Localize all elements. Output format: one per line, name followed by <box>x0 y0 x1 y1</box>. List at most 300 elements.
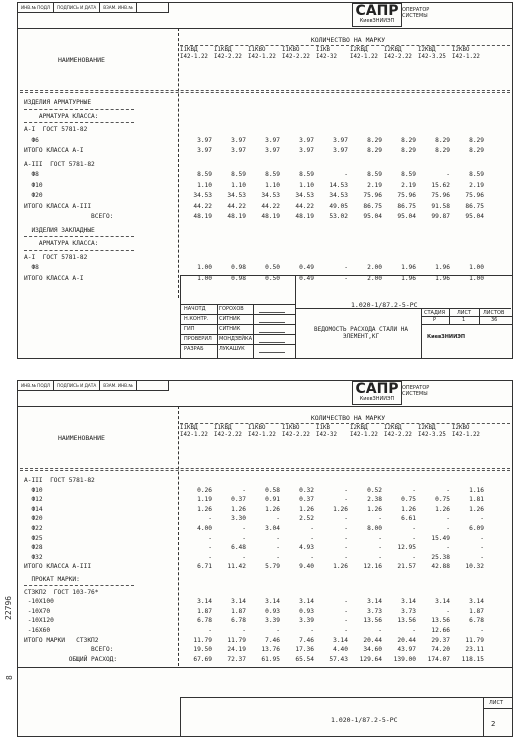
column-header-series: I42-2.22 <box>384 431 412 438</box>
table-cell: - <box>276 544 280 552</box>
table-cell: - <box>344 264 348 271</box>
table-cell: 49.05 <box>329 202 348 210</box>
column-header <box>214 425 242 439</box>
rule <box>180 45 510 46</box>
table-cell: - <box>412 553 416 561</box>
table-cell: 1.87 <box>469 607 484 615</box>
table-cell: 0.49 <box>299 264 314 271</box>
column-header <box>384 47 412 61</box>
table-cell: 3.39 <box>265 617 280 625</box>
name-header: НАИМЕНОВАНИЕ <box>58 434 105 442</box>
table-cell: 8.29 <box>435 147 450 154</box>
table-cell: 11.79 <box>227 636 246 644</box>
table-cell: - <box>480 553 484 561</box>
column-header <box>452 425 480 439</box>
table-cell: - <box>208 627 212 634</box>
table-cell: - <box>378 534 382 542</box>
rule <box>18 406 512 407</box>
column-header <box>384 425 412 439</box>
table-cell: - <box>242 534 246 542</box>
table-cell: 1.10 <box>299 181 314 189</box>
table-cell: 3.14 <box>299 598 314 606</box>
table-cell: 4.40 <box>333 646 348 654</box>
table-cell: 3.14 <box>333 636 348 644</box>
table-cell: 1.96 <box>401 264 416 271</box>
table-cell: 48.19 <box>261 213 280 220</box>
operator-line-1: ОПЕРАТОР <box>402 385 430 391</box>
table-cell: 12.16 <box>363 563 382 571</box>
list-label: ЛИСТ <box>457 310 472 316</box>
row-label: ИТОГО МАРКИ СТЗКП2 <box>24 636 99 644</box>
table-cell: 3.04 <box>265 525 280 532</box>
table-cell: 34.53 <box>227 192 246 199</box>
document-code: 1.020-1/87.2-5-PC <box>331 716 398 724</box>
table-cell: 2.00 <box>367 264 382 271</box>
rule <box>181 314 295 315</box>
signature-name: ГОРОХОВ <box>219 306 244 312</box>
column-header-mark: I2КВД <box>350 47 368 53</box>
table-cell: - <box>446 525 450 532</box>
column-header-mark: I2КВД <box>418 425 436 431</box>
table-cell: 44.22 <box>261 202 280 210</box>
sapr-title: САПР <box>355 381 399 397</box>
podpis-label: ПОДПИСЬ И ДАТА <box>54 3 100 12</box>
table-cell: 48.19 <box>227 213 246 220</box>
section-label: А-III ГОСТ 5781-82 <box>24 477 95 484</box>
table-cell: 1.16 <box>469 486 484 494</box>
name-column-separator <box>178 406 179 666</box>
table-cell: 95.04 <box>397 213 416 220</box>
table-cell: 20.44 <box>397 636 416 644</box>
column-header-series: I42-3.25 <box>418 53 446 60</box>
archive-mark: 8 <box>5 675 14 680</box>
column-header-mark: I2КВД <box>418 47 436 53</box>
stadia-value: Р <box>433 317 437 323</box>
table-cell: 29.37 <box>431 636 450 644</box>
table-cell: 53.02 <box>329 213 348 220</box>
table-cell: 0.49 <box>299 274 314 282</box>
name-column-separator <box>178 28 179 298</box>
column-header <box>418 425 446 439</box>
column-header-mark: I1КВО <box>282 47 300 53</box>
operator-line-2: СИСТЕМЫ <box>402 13 428 19</box>
table-cell: 3.73 <box>367 607 382 615</box>
table-cell: - <box>412 627 416 634</box>
table-cell: 20.44 <box>363 636 382 644</box>
table-cell: 43.97 <box>397 646 416 654</box>
table-cell: 95.04 <box>465 213 484 220</box>
rule <box>483 708 512 709</box>
column-header-series: I42-2.22 <box>384 53 412 60</box>
vzam-label: ВЗАМ. ИНВ.№ <box>100 381 137 390</box>
table-cell: 3.14 <box>401 598 416 606</box>
table-cell: - <box>344 627 348 634</box>
table-cell: 7.46 <box>265 636 280 644</box>
table-cell: - <box>446 544 450 552</box>
table-cell: 3.97 <box>299 136 314 144</box>
table-cell: - <box>480 544 484 552</box>
table-cell: 2.19 <box>469 181 484 189</box>
vzam-label: ВЗАМ. ИНВ.№ <box>100 3 137 12</box>
table-cell: 34.53 <box>329 192 348 199</box>
table-cell: 8.29 <box>401 136 416 144</box>
row-label: ИТОГО КЛАССА А-III <box>24 202 92 210</box>
table-cell: 6.48 <box>231 544 246 552</box>
table-cell: 8.59 <box>231 171 246 178</box>
table-cell: 4.93 <box>299 544 314 552</box>
row-label: Ф8 <box>24 264 39 271</box>
table-cell: 1.26 <box>231 505 246 513</box>
column-header-mark: I2КВД <box>384 47 402 53</box>
row-label: ВСЕГО: <box>24 646 114 654</box>
table-cell: 174.07 <box>427 655 450 663</box>
table-cell: 44.22 <box>193 202 212 210</box>
column-header-series: I42-32 <box>316 53 337 60</box>
table-cell: 25.38 <box>431 553 450 561</box>
table-cell: 1.26 <box>333 505 348 513</box>
table-cell: 2.00 <box>367 274 382 282</box>
rule <box>24 236 134 237</box>
table-cell: 8.59 <box>299 171 314 178</box>
sheet-2 <box>17 380 513 737</box>
row-label: Ф8 <box>24 171 39 178</box>
archive-number: 22796 <box>4 595 13 620</box>
table-cell: 0.37 <box>299 496 314 504</box>
table-cell: - <box>344 274 348 282</box>
table-cell: 34.53 <box>295 192 314 199</box>
table-cell: - <box>310 553 314 561</box>
signature-name: ЛУКАШУК <box>219 346 245 352</box>
table-cell: - <box>344 607 348 615</box>
column-header-series: I42-1.22 <box>452 53 480 60</box>
row-label: ИТОГО КЛАССА А-III <box>24 563 92 571</box>
sapr-logo <box>352 381 402 405</box>
rule <box>24 585 134 586</box>
column-header-series: I42-1.22 <box>248 53 276 60</box>
table-cell: - <box>344 496 348 504</box>
table-cell: - <box>276 553 280 561</box>
table-cell: 11.79 <box>193 636 212 644</box>
binding-strip <box>18 3 169 13</box>
table-cell: 8.00 <box>367 525 382 532</box>
column-header-mark: I2КВО <box>452 47 470 53</box>
table-cell: 1.10 <box>197 181 212 189</box>
table-cell: 3.97 <box>265 136 280 144</box>
table-cell: - <box>446 515 450 523</box>
section-label: СТЗКП2 ГОСТ 103-76* <box>24 588 99 596</box>
table-cell: 0.98 <box>231 274 246 282</box>
table-cell: - <box>208 553 212 561</box>
table-cell: 21.57 <box>397 563 416 571</box>
table-cell: 8.29 <box>469 147 484 154</box>
table-cell: 2.38 <box>367 496 382 504</box>
row-label: Ф32 <box>24 553 43 561</box>
list-label: ЛИСТ <box>489 700 504 706</box>
table-cell: 3.73 <box>401 607 416 615</box>
document-code: 1.020-1/87.2-5-PC <box>351 301 418 309</box>
table-cell: 7.46 <box>299 636 314 644</box>
section-label: А-I ГОСТ 5781-82 <box>24 126 88 133</box>
row-label: Ф20 <box>24 515 43 523</box>
table-cell: 8.59 <box>469 171 484 178</box>
table-cell: 3.97 <box>333 136 348 144</box>
table-cell: 3.97 <box>299 147 314 154</box>
table-cell: 19.50 <box>193 646 212 654</box>
table-cell: - <box>242 486 246 494</box>
row-label: -10Х100 <box>24 598 54 606</box>
table-cell: 4.00 <box>197 525 212 532</box>
table-cell: 1.87 <box>197 607 212 615</box>
table-cell: 0.50 <box>265 274 280 282</box>
row-label: Ф25 <box>24 534 43 542</box>
table-cell: 6.78 <box>197 617 212 625</box>
table-cell: 9.40 <box>299 563 314 571</box>
inv-podl-label: ИНВ.№ ПОДЛ <box>18 381 54 390</box>
column-header-series: I42-1.22 <box>180 431 208 438</box>
quantity-header: КОЛИЧЕСТВО НА МАРКУ <box>310 36 386 44</box>
signature-scribble <box>259 327 285 333</box>
table-cell: - <box>276 515 280 523</box>
table-cell: 8.29 <box>435 136 450 144</box>
table-cell: 8.29 <box>469 136 484 144</box>
table-cell: 11.79 <box>465 636 484 644</box>
table-cell: - <box>378 553 382 561</box>
rule <box>217 304 218 358</box>
table-cell: 3.14 <box>231 598 246 606</box>
table-cell: 8.29 <box>367 147 382 154</box>
rule <box>449 308 450 324</box>
table-cell: 0.93 <box>299 607 314 615</box>
table-cell: 17.36 <box>295 646 314 654</box>
table-cell: - <box>310 534 314 542</box>
table-cell: 1.19 <box>197 496 212 504</box>
table-cell: 3.14 <box>367 598 382 606</box>
table-cell: - <box>344 617 348 625</box>
title-block <box>180 275 513 359</box>
table-cell: 0.91 <box>265 496 280 504</box>
sapr-subtitle: КиевЗНИИЭП <box>359 18 395 24</box>
table-cell: 0.75 <box>401 496 416 504</box>
signature-role: РАЗРАБ <box>184 346 204 352</box>
row-label: Ф12 <box>24 496 43 504</box>
table-cell: 6.61 <box>401 515 416 523</box>
signature-scribble <box>259 317 285 323</box>
table-cell: 0.75 <box>435 496 450 504</box>
table-cell: - <box>344 534 348 542</box>
table-cell: 99.87 <box>431 213 450 220</box>
rule <box>421 324 512 325</box>
table-cell: 3.97 <box>197 147 212 154</box>
rule <box>20 92 510 93</box>
table-cell: - <box>344 171 348 178</box>
sheet-1 <box>17 2 513 359</box>
table-cell: 1.00 <box>469 264 484 271</box>
table-cell: 74.20 <box>431 646 450 654</box>
column-header-series: I42-1.22 <box>350 53 378 60</box>
operator-line-1: ОПЕРАТОР <box>402 7 430 13</box>
rule <box>295 276 296 358</box>
table-cell: - <box>344 515 348 523</box>
rule <box>18 28 512 29</box>
rule <box>483 698 484 736</box>
table-cell: 34.60 <box>363 646 382 654</box>
table-cell: - <box>446 607 450 615</box>
table-cell: 34.53 <box>261 192 280 199</box>
table-cell: - <box>446 486 450 494</box>
table-cell: - <box>276 627 280 634</box>
row-label: Ф22 <box>24 525 43 532</box>
table-cell: 48.19 <box>193 213 212 220</box>
rule <box>18 667 512 668</box>
column-header-series: I42-2.22 <box>282 431 310 438</box>
table-cell: - <box>378 627 382 634</box>
table-cell: - <box>344 525 348 532</box>
table-cell: 57.43 <box>329 655 348 663</box>
listov-label: ЛИСТОВ <box>483 310 505 316</box>
column-header <box>282 425 310 439</box>
table-cell: 72.37 <box>227 655 246 663</box>
table-cell: 75.96 <box>431 192 450 199</box>
table-cell: 139.00 <box>393 655 416 663</box>
column-header <box>452 47 480 61</box>
section-label: ПРОКАТ МАРКИ: <box>24 576 80 583</box>
column-header <box>418 47 446 61</box>
column-header <box>180 425 208 439</box>
table-cell: - <box>344 598 348 606</box>
table-cell: 129.64 <box>359 655 382 663</box>
table-cell: 75.96 <box>363 192 382 199</box>
rule <box>24 250 134 251</box>
table-cell: 3.14 <box>435 598 450 606</box>
table-cell: 91.58 <box>431 202 450 210</box>
column-header-mark: I1КВО <box>248 47 266 53</box>
sapr-logo <box>352 3 402 27</box>
column-header-mark: I2КВО <box>452 425 470 431</box>
table-cell: - <box>480 515 484 523</box>
table-cell: - <box>310 525 314 532</box>
table-cell: 3.14 <box>469 598 484 606</box>
table-cell: - <box>208 544 212 552</box>
row-label: Ф28 <box>24 544 43 552</box>
table-cell: 1.26 <box>469 505 484 513</box>
column-header-series: I42-2.22 <box>282 53 310 60</box>
section-label: ИЗДЕЛИЯ ЗАКЛАДНЫЕ <box>24 226 95 234</box>
operator-label <box>402 381 429 397</box>
table-cell: 67.69 <box>193 655 212 663</box>
rule <box>181 304 295 305</box>
row-label: ВСЕГО: <box>24 213 114 220</box>
rule <box>181 344 295 345</box>
sapr-title: САПР <box>355 3 399 19</box>
column-header-series: I42-1.22 <box>180 53 208 60</box>
row-label: -10Х70 <box>24 607 51 615</box>
table-cell: 1.26 <box>333 563 348 571</box>
table-cell: 3.14 <box>197 598 212 606</box>
table-cell: 13.56 <box>431 617 450 625</box>
column-header-series: I42-2.22 <box>214 431 242 438</box>
row-label: ОБЩИЙ РАСХОД: <box>24 655 118 663</box>
rule <box>24 109 134 110</box>
table-cell: 0.93 <box>265 607 280 615</box>
column-header <box>350 47 378 61</box>
table-cell: 0.52 <box>367 486 382 494</box>
table-cell: 1.96 <box>401 274 416 282</box>
table-cell: 42.88 <box>431 563 450 571</box>
row-label: Ф14 <box>24 505 43 513</box>
table-cell: 8.59 <box>401 171 416 178</box>
document-title: ВЕДОМОСТЬ РАСХОДА СТАЛИ НА ЭЛЕМЕНТ,КГ <box>314 326 408 340</box>
rule <box>181 324 295 325</box>
table-cell: 11.42 <box>227 563 246 571</box>
column-header-series: I42-2.22 <box>214 53 242 60</box>
name-header: НАИМЕНОВАНИЕ <box>58 56 105 64</box>
column-header <box>214 47 242 61</box>
table-cell: 44.22 <box>227 202 246 210</box>
podpis-label: ПОДПИСЬ И ДАТА <box>54 381 100 390</box>
table-cell: 8.29 <box>401 147 416 154</box>
column-header-series: I42-1.22 <box>248 431 276 438</box>
table-cell: 65.54 <box>295 655 314 663</box>
column-header <box>316 47 337 61</box>
table-cell: 0.58 <box>265 486 280 494</box>
table-cell: 0.50 <box>265 264 280 271</box>
section-label: АРМАТУРА КЛАССА: <box>24 112 99 120</box>
table-cell: 0.98 <box>231 264 246 271</box>
table-cell: - <box>242 553 246 561</box>
table-cell: 75.96 <box>397 192 416 199</box>
table-cell: 6.09 <box>469 525 484 532</box>
binding-strip <box>18 381 169 391</box>
signature-name: СИТНИК <box>219 326 241 332</box>
column-header-series: I42-3.25 <box>418 431 446 438</box>
column-header <box>350 425 378 439</box>
table-cell: 8.59 <box>367 171 382 178</box>
table-cell: - <box>344 553 348 561</box>
table-cell: 0.37 <box>231 496 246 504</box>
table-cell: - <box>412 534 416 542</box>
table-cell: 44.22 <box>295 202 314 210</box>
operator-line-2: СИСТЕМЫ <box>402 391 428 397</box>
table-cell: 2.19 <box>401 181 416 189</box>
organization-logo: КиевЗНИИЭП <box>427 334 466 340</box>
table-cell: - <box>344 486 348 494</box>
column-header-mark: I2КВД <box>384 425 402 431</box>
table-cell: - <box>276 534 280 542</box>
row-label: ИТОГО КЛАССА А-I <box>24 274 84 282</box>
table-cell: - <box>242 525 246 532</box>
column-header-mark: I2КВД <box>350 425 368 431</box>
table-cell: 3.30 <box>231 515 246 523</box>
table-cell: 3.97 <box>231 147 246 154</box>
column-header <box>282 47 310 61</box>
row-label: Ф6 <box>24 136 39 144</box>
table-cell: 10.32 <box>465 563 484 571</box>
table-cell: 12.95 <box>397 544 416 552</box>
list-value: 1 <box>462 317 466 323</box>
column-header <box>316 425 337 439</box>
table-cell: 1.26 <box>435 505 450 513</box>
operator-label <box>402 3 429 19</box>
table-cell: 1.26 <box>265 505 280 513</box>
table-cell: 8.29 <box>367 136 382 144</box>
table-cell: 3.14 <box>265 598 280 606</box>
table-cell: 48.19 <box>295 213 314 220</box>
table-cell: 6.78 <box>469 617 484 625</box>
signature-name: МОНДЗЕЙКА <box>219 336 252 342</box>
table-cell: - <box>310 627 314 634</box>
row-label: -16Х60 <box>24 627 51 634</box>
table-cell: - <box>208 515 212 523</box>
